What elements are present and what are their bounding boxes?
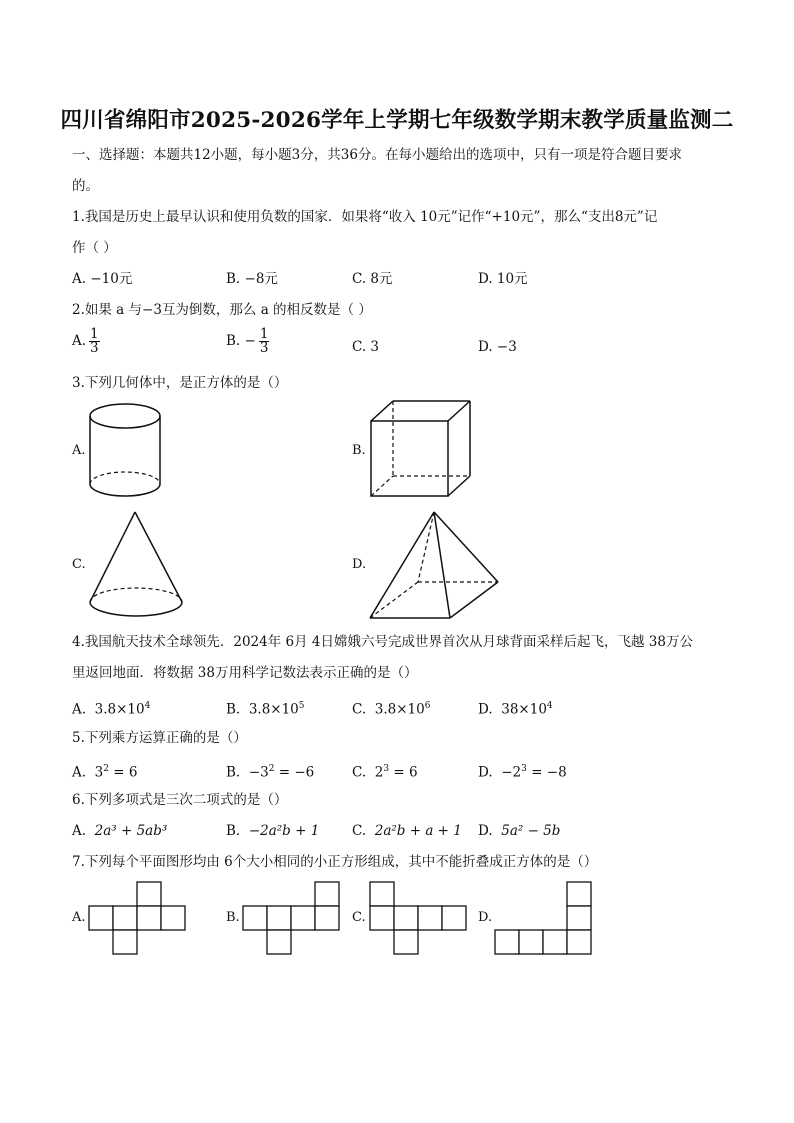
net-figure-b xyxy=(243,881,343,955)
q2-option-a-label: A. xyxy=(72,333,87,349)
q5-option-a: A. $3^2 = 6$ xyxy=(72,764,138,781)
q5-stem: 5.下列乘方运算正确的是（） xyxy=(72,730,247,746)
q3-stem: 3.下列几何体中，是正方体的是（） xyxy=(72,375,288,391)
q2-stem: 2.如果 a 与−3互为倒数，那么 a 的相反数是（ ） xyxy=(72,302,372,318)
q7-label-c: C. xyxy=(352,910,366,925)
pyramid-figure xyxy=(368,510,502,622)
q1-option-b: B. −8元 xyxy=(226,271,278,287)
q3-label-c: C. xyxy=(72,557,86,572)
q1-stem-line2: 作（ ） xyxy=(72,240,117,256)
q6-stem: 6.下列多项式是三次二项式的是（） xyxy=(72,792,288,808)
section-instructions-line1: 一、选择题：本题共12小题，每小题3分，共36分。在每小题给出的选项中，只有一项是符合题目要求 xyxy=(72,147,682,163)
q5-option-d: D. $-2^3 = -8$ xyxy=(478,764,567,781)
q4-option-d: D. $38\times 10^4$ xyxy=(478,701,553,718)
cone-figure xyxy=(88,510,188,620)
q1-stem-line1: 1.我国是历史上最早认识和使用负数的国家．如果将“收入 10元”记作“+10元”，那么“支出8元”记 xyxy=(72,209,658,225)
q4-option-c: C. $3.8\times 10^6$ xyxy=(352,701,431,718)
section-instructions-line2: 的。 xyxy=(72,178,99,194)
q5-option-c: C. $2^3 = 6$ xyxy=(352,764,418,781)
q2-option-a xyxy=(72,328,100,355)
q2-option-b-fraction: $\frac{1}{3}$ xyxy=(259,326,269,356)
q1-option-a: A. −10元 xyxy=(72,271,133,287)
q7-label-d: D. xyxy=(478,910,493,925)
q3-label-d: D. xyxy=(352,557,367,572)
cylinder-figure xyxy=(88,402,168,502)
net-figure-d xyxy=(495,881,595,955)
q6-option-b: B. −2a²b + 1 xyxy=(226,823,320,839)
q5-option-b: B. $-3^2 = -6$ xyxy=(226,764,315,781)
q6-option-c: C. 2a²b + a + 1 xyxy=(352,823,462,839)
q2-option-b xyxy=(226,328,269,355)
q2-option-b-label: B. − xyxy=(226,333,256,349)
q4-stem-line2: 里返回地面．将数据 38万用科学记数法表示正确的是（） xyxy=(72,665,418,681)
q1-option-d: D. 10元 xyxy=(478,271,528,287)
q2-option-a-fraction: $\frac{1}{3}$ xyxy=(90,326,99,356)
q6-option-a: A. 2a³ + 5ab³ xyxy=(72,823,168,839)
net-figure-a xyxy=(89,881,189,955)
q7-label-b: B. xyxy=(226,910,240,925)
q2-option-d: D. −3 xyxy=(478,339,517,355)
q3-label-b: B. xyxy=(352,443,366,458)
q6-option-d: D. 5a² − 5b xyxy=(478,823,561,839)
q4-stem-line1: 4.我国航天技术全球领先．2024年 6月 4日嫦娥六号完成世界首次从月球背面采样后起飞，飞越 38万公 xyxy=(72,634,693,650)
q3-label-a: A. xyxy=(72,443,86,458)
net-figure-c xyxy=(370,881,470,955)
cube-figure xyxy=(370,400,472,500)
q4-option-a: A. $3.8\times 10^4$ xyxy=(72,701,151,718)
q2-option-c: C. 3 xyxy=(352,339,380,355)
q4-option-b: B. $3.8\times 10^5$ xyxy=(226,701,305,718)
q7-stem: 7.下列每个平面图形均由 6个大小相同的小正方形组成，其中不能折叠成正方体的是（） xyxy=(72,854,598,870)
q7-label-a: A. xyxy=(72,910,86,925)
q1-option-c: C. 8元 xyxy=(352,271,393,287)
page-title: 四川省绵阳市2025-2026学年上学期七年级数学期末教学质量监测二 xyxy=(60,108,734,133)
